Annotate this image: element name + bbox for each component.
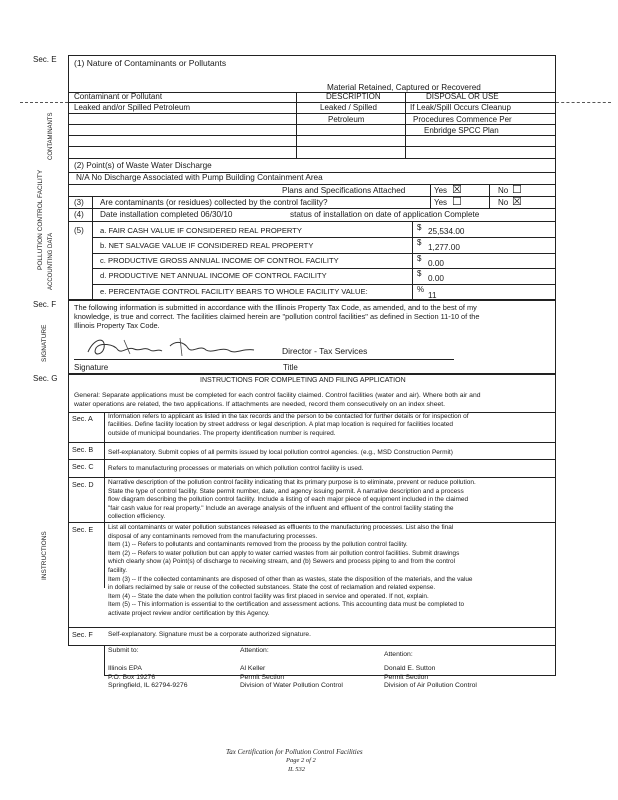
item4-text: Date installation completed 06/30/10 [100,210,233,219]
title-label: Title [283,363,298,372]
general-text-1: General: Separate applications must be completed for each control facility claimed. Control facilities (water and air). Where both air and [74,392,481,399]
sec-g-a-text-2: facilities. Define facility location by street address or legal description. A plat map location is required for facilities located [108,421,454,429]
left-dash-rule [20,102,68,103]
plans-label: Plans and Specifications Attached [282,186,406,195]
sec-e-side-label: POLLUTION CONTROL FACILITY [37,169,44,270]
item3-no-checkbox[interactable]: ☒ [512,196,522,208]
sec-f-side-label: SIGNATURE [41,324,48,362]
sec-g-d-text-2: State the type of control facility. State permit number, date, and agency issuing permit. A narrative description and a process [108,487,464,495]
item5-b-dollar: $ [417,238,422,247]
sec-g-d-text-1: Narrative description of the pollution control facility indicating that its primary purpose is to eliminate, prevent or reduce pollution. [108,479,476,486]
sec-g-b-text: Self-explanatory. Submit copies of all permits issued by local pollution control agencies. (e.g., MSD Construction Permit) [108,449,453,456]
general-text-2: water operations are related, the two applications. If attachments are needed, record them consecutively on an index sheet. [74,400,446,408]
address-line-1: Illinois EPA [108,665,142,672]
contact-2-division: Division of Air Pollution Control [384,682,477,690]
footer-form-id: IL 532 [288,766,306,773]
item5-b-label: b. NET SALVAGE VALUE IF CONSIDERED REAL PROPERTY [100,241,314,250]
plans-yes-checkbox[interactable]: ☒ [452,184,462,196]
sec-g-e-text-5: which clearly show (a) Point(s) of discharge to receiving stream, and (b) Sewers and process piping to and from the control [108,558,456,566]
sec-g-a-text-1: Information refers to applicant as listed in the tax records and the person to be contacted for further details or for inspection of [108,413,469,420]
item5-a-value: 25,534.00 [428,227,465,236]
item5-e-value: 11 [428,291,437,300]
row1-description-b: Petroleum [328,115,365,124]
col-disposal: DISPOSAL OR USE [426,92,499,101]
sec-g-heading: INSTRUCTIONS FOR COMPLETING AND FILING APPLICATION [200,377,406,384]
sec-g-e-text-6: facility. [108,566,128,574]
item3-text: Are contaminants (or residues) collected by the control facility? [100,198,328,207]
row1-disposal-c: Enbridge SPCC Plan [424,126,499,135]
item5-e-label: e. PERCENTAGE CONTROL FACILITY BEARS TO WHOLE FACILITY VALUE: [100,287,368,296]
sec-g-e-text-7: Item (3) -- If the collected contaminants are disposed of other than as wastes, state the disposition of the materials, and the value [108,575,473,583]
sec-g-label: Sec. G [33,374,58,383]
row1-contaminant: Leaked and/or Spilled Petroleum [74,103,191,112]
sec-g-e-text-8: in dollars reclaimed by sale or reuse of the collected substances. State the cost of reclamation and related expense. [108,584,436,592]
item5-c-label: c. PRODUCTIVE GROSS ANNUAL INCOME OF CONTROL FACILITY [100,256,339,265]
points-title: (2) Point(s) of Waste Water Discharge [74,161,212,170]
contact-1-division: Division of Water Pollution Control [240,682,343,690]
submit-to-label: Submit to: [108,647,139,654]
item4-num: (4) [74,210,84,219]
item5-num: (5) [74,226,84,235]
row1-description-a: Leaked / Spilled [320,103,377,112]
sec-g-f-text: Self-explanatory. Signature must be a corporate authorized signature. [108,631,311,638]
attention-label-2: Attention: [384,651,413,658]
attention-label-1: Attention: [240,647,269,654]
sec-g-e-text-10: Item (5) -- This information is essential to the certification and assessment actions. This accounting data must be completed to [108,601,465,609]
sec-f-text-3: Illinois Property Tax Code. [74,321,160,331]
nature-title: (1) Nature of Contaminants or Pollutants [74,58,227,68]
sec-f-text-2: knowledge, is true and correct. The facilities claimed herein are "pollution control facilities" as defined in Section 11-10 of the [74,312,480,322]
row1-disposal-a: If Leak/Spill Occurs Cleanup [410,103,511,112]
col-description: DESCRIPTION [326,92,381,101]
sec-g-a-text-3: outside of municipal boundaries. The property identification number is required. [108,429,336,437]
signature-label: Signature [74,363,109,372]
sec-g-e-label: Sec. E [72,525,94,534]
sec-f-text-1: The following information is submitted in accordance with the Illinois Property Tax Code, as amended, and to the best of my [74,303,477,312]
sec-g-a-label: Sec. A [72,414,93,423]
material-header: Material Retained, Captured or Recovered [327,83,481,92]
sec-g-c-label: Sec. C [72,462,94,471]
sec-g-e-text-11: activate project review and/or certification by this Agency. [108,609,270,617]
item5-c-dollar: $ [417,254,422,263]
sec-g-e-text-4: Item (2) -- Refers to water pollution but can apply to water carried wastes from air pollution control facilities. Submit drawings [108,549,460,557]
plans-no-label: No [498,186,509,195]
item5-c-value: 0.00 [428,259,444,268]
sec-g-d-text-5: collection efficiency. [108,513,166,521]
sec-g-d-text-4: "fair cash value for real property." Include an average analysis of the influent and effluent of the control facility stating the [108,504,454,512]
plans-no-checkbox[interactable]: ☐ [512,184,522,196]
sec-g-f-label: Sec. F [72,630,93,639]
right-dash-rule [556,102,611,103]
sec-g-b-label: Sec. B [72,445,94,454]
footer-page: Page 2 of 2 [286,757,316,764]
item5-b-value: 1,277.00 [428,243,460,252]
sec-g-e-text-2: disposal of any contaminants removed from the manufacturing processes. [108,532,318,540]
row1-disposal-b: Procedures Commence Per [413,115,512,124]
sec-g-d-text-3: flow diagram describing the pollution control facility. Include a listing of each major piece of equipment included in the claimed [108,496,469,504]
item3-yes-checkbox[interactable]: ☐ [452,196,462,208]
item5-e-percent: % [417,285,425,294]
col-contaminant: Contaminant or Pollutant [74,92,163,101]
item5-a-dollar: $ [417,223,422,232]
sec-g-e-text-9: Item (4) -- State the date when the pollution control facility was first placed in service and operated. If not, explain. [108,592,429,600]
plans-yes-label: Yes [434,186,448,195]
sec-f-label: Sec. F [33,300,57,309]
item5-a-label: a. FAIR CASH VALUE IF CONSIDERED REAL PROPERTY [100,226,302,235]
sec-g-d-label: Sec. D [72,480,94,489]
contact-1-section: Permit Section [240,673,285,681]
contact-2-name: Donald E. Sutton [384,665,436,672]
item5-d-label: d. PRODUCTIVE NET ANNUAL INCOME OF CONTROL FACILITY [100,271,327,280]
item3-no-label: No [498,198,509,207]
sec-e-side-label-contaminants: CONTAMINANTS [48,112,54,160]
item5-d-value: 0.00 [428,274,444,283]
item3-yes-label: Yes [434,198,448,207]
sec-g-e-text-1: List all contaminants or water pollution substances released as effluents to the manufacturing processes. List also the final [108,524,454,531]
contact-1-name: Al Keller [240,665,266,672]
item3-num: (3) [74,198,84,207]
address-line-2: P.O. Box 19276 [108,673,156,681]
contact-2-section: Permit Section [384,673,429,681]
footer-title: Tax Certification for Pollution Control Facilities [226,748,363,756]
handwritten-signature [84,334,264,360]
item5-d-dollar: $ [417,269,422,278]
item4-status: status of installation on date of application Complete [290,210,480,219]
sec-g-c-text: Refers to manufacturing processes or materials on which pollution control facility is used. [108,465,364,472]
points-na: N/A No Discharge Associated with Pump Building Containment Area [76,173,323,182]
sec-e-label: Sec. E [33,55,57,64]
sec-g-e-text-3: Item (1) -- Refers to pollutants and contaminants removed from the process by the pollution control facility. [108,541,408,549]
address-line-3: Springfield, IL 62794-9276 [108,682,188,690]
sec-g-side-label: INSTRUCTIONS [41,531,48,580]
sec-e-side-label-accounting: ACCOUNTING DATA [48,232,54,290]
sec-f-title-value: Director - Tax Services [282,346,368,356]
